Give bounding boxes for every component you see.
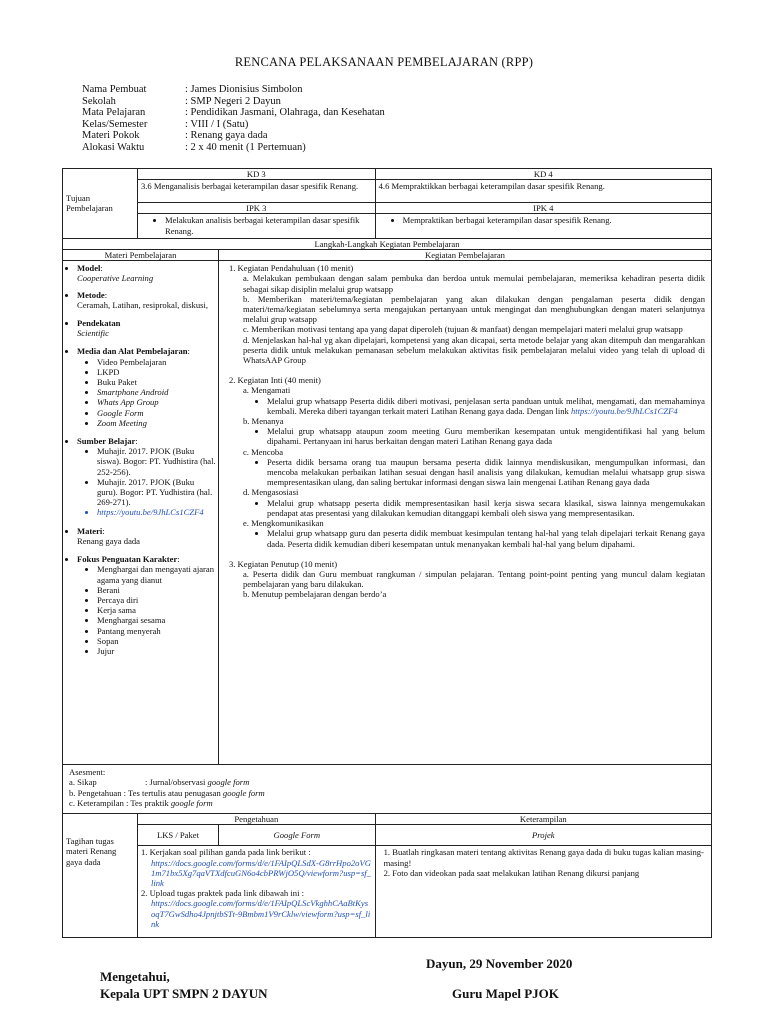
media-entry: • LKPD xyxy=(97,367,216,377)
asesmen-label: a. Sikap xyxy=(69,777,97,788)
pengetahuan-header: Pengetahuan xyxy=(137,814,375,825)
identity-key: Sekolah xyxy=(82,95,116,107)
kegiatan-step: b. Menutup pembelajaran dengan berdo’a xyxy=(242,589,387,600)
asesmen-row xyxy=(69,777,705,787)
fokus-entry: • Pantang menyerah xyxy=(97,626,216,636)
asesmen-row xyxy=(69,788,705,798)
task-2: 2. Upload tugas praktek pada link dibawah ini : xyxy=(140,888,304,899)
media-item: • Media dan Alat Pembelajaran: • Video Pembelajaran • LKPD • Buku Paket • Smartphone Android • Whats App Group • Google Form • Zoom Meeting xyxy=(77,346,216,428)
materi-label: Materi xyxy=(77,525,103,536)
identity-value: : 2 x 40 menit (1 Pertemuan) xyxy=(185,141,306,153)
keterampilan-tasks xyxy=(375,846,711,938)
kegiatan-detail xyxy=(267,396,705,416)
pendekatan-value: Scientific xyxy=(77,328,109,339)
pendekatan-label: Pendekatan xyxy=(77,318,121,329)
kegiatan-column xyxy=(218,261,711,765)
document-date: Dayun, 29 November 2020 xyxy=(426,956,573,971)
fokus-entry: • Percaya diri xyxy=(97,595,216,605)
fokus-label: Fokus Penguatan Karakter xyxy=(77,554,178,565)
fokus-entry: • Menghargai sesama xyxy=(97,615,216,625)
ipk3-cell xyxy=(137,214,375,238)
kegiatan-detail: • Melalui grup whatsapp ataupun zoom meeting Guru memberikan kesempatan untuk mengidentifikasi hal yang belum dipahami. Pertanyaan ini harus berkaitan dengan materi Latihan Renang gaya dada xyxy=(267,426,705,446)
identity-key: Materi Pokok xyxy=(82,130,140,142)
identity-value: : Renang gaya dada xyxy=(185,130,268,142)
keterampilan-header: Keterampilan xyxy=(375,814,711,825)
pendekatan-item xyxy=(77,318,216,338)
kd3-header: KD 3 xyxy=(137,169,375,180)
document-title: RENCANA PELAKSANAAN PEMBELAJARAN (RPP) xyxy=(234,55,534,69)
fokus-entry: • Kerja sama xyxy=(97,605,216,615)
pengetahuan-tasks xyxy=(137,846,375,938)
identity-block xyxy=(82,84,385,154)
materi-item: • Materi: Renang gaya dada xyxy=(77,526,216,546)
metode-item: • Metode: Ceramah, Latihan, resiprokal, diskusi, xyxy=(77,290,216,310)
kegiatan-inti: 2. Kegiatan Inti (40 menit) xyxy=(228,375,321,386)
gform-header: Google Form xyxy=(218,825,375,846)
langkah-header: Langkah-Langkah Kegiatan Pembelajaran xyxy=(63,238,712,249)
identity-row xyxy=(82,96,385,108)
model-value: Cooperative Learning xyxy=(77,273,154,284)
task-1: 1. Kerjakan soal pilihan ganda pada link berikut : xyxy=(140,847,311,858)
media-entry: • Smartphone Android xyxy=(97,387,216,397)
kegiatan-step: d. Mengasosiasi xyxy=(242,487,299,498)
sumber-link[interactable]: • https://youtu.be/9JhLCs1CZF4 xyxy=(97,507,216,517)
kegiatan-step: c. Memberikan motivasi tentang apa yang dapat diperoleh (tujuan & manfaat) dengan mempelajari materi melalui grup watsapp xyxy=(242,324,683,335)
materi-value: Renang gaya dada xyxy=(77,535,140,546)
media-entry: • Whats App Group xyxy=(97,397,216,407)
model-label: Model xyxy=(77,263,101,274)
identity-key: Nama Pembuat xyxy=(82,84,147,95)
media-label: Media dan Alat Pembelajaran xyxy=(77,346,188,357)
projek-task: 2. Foto dan videokan pada saat melakukan latihan Renang dikursi panjang xyxy=(383,867,640,878)
kd3-text: 3.6 Menganalisis berbagai keterampilan dasar spesifik Renang. xyxy=(137,180,375,203)
main-table xyxy=(62,168,712,938)
tugas-label: Tagihan tugas materi Renang gaya dada xyxy=(63,814,138,938)
kepala-signature-title: Kepala UPT SMPN 2 DAYUN xyxy=(100,986,268,1001)
materi-col-header: Materi Pembelajaran xyxy=(63,250,219,261)
projek-task: 1. Buatlah ringkasan materi tentang aktivitas Renang gaya dada di buku tugas kalian masing-masing! xyxy=(383,847,704,868)
materi-column xyxy=(63,261,219,765)
identity-key: Mata Pelajaran xyxy=(82,107,146,119)
task-1-link[interactable]: https://docs.google.com/forms/d/e/1FAIpQLSdX-G8rrHpo2oVG1m71bx5Xg7qaVTXdfcuGN6o4cbPRWjO5Q/viewform?usp=sf_link xyxy=(150,857,371,889)
media-entry: • Zoom Meeting xyxy=(97,418,216,428)
ipk4-header: IPK 4 xyxy=(375,203,711,214)
kegiatan-detail: • Melalui grup whatsapp peserta didik mempresentasikan hasil kerja siswa secara klasikal, siswa lainnya mengemukakan pendapat atas presentasi yang dilakukan kemudian ditanggapi kembali oleh siswa yang mempresentasikan. xyxy=(267,498,705,518)
projek-header: Projek xyxy=(375,825,711,846)
identity-row xyxy=(82,142,385,154)
kegiatan-detail: • Peserta didik bersama orang tua maupun bersama peserta didik lainnya mendiskusikan, mengumpulkan informasi, dan mencoba melakukan perbaikan latihan sesuai dengan hasil analisis yang dilakukan, kemudian melalui whatsapp grup siswa mempresentasikan ulang, dan saling bertukar informasi dengan siswa lain mengenai Latihan Renang gaya dada xyxy=(267,457,705,488)
fokus-item: • Fokus Penguatan Karakter: • Menghargai dan mengayati ajaran agama yang dianut • Berani • Percaya diri • Kerja sama • Menghargai sesama • Pantang menyerah • Sopan • Jujur xyxy=(77,554,216,656)
media-entry: • Buku Paket xyxy=(97,377,216,387)
kd4-text: 4.6 Mempraktikkan berbagai keterampilan dasar spesifik Renang. xyxy=(375,180,711,203)
kegiatan-step: e. Mengkomunikasikan xyxy=(242,518,324,529)
video-link[interactable]: https://youtu.be/9JhLCs1CZF4 xyxy=(570,405,678,416)
kegiatan-step: b. Menanya xyxy=(242,416,284,427)
metode-value: Ceramah, Latihan, resiprokal, diskusi, xyxy=(77,299,209,310)
tujuan-label: Tujuan Pembelajaran xyxy=(63,169,138,239)
sumber-entry: • Muhajir. 2017. PJOK (Buku guru). Bogor: PT. Yudhistira (hal. 269-271). xyxy=(97,477,216,508)
asesmen-value: : Jurnal/observasi xyxy=(145,777,206,788)
ipk4-cell xyxy=(375,214,711,238)
ipk4-text: • Mempraktikan berbagai keterampilan dasar spesifik Renang. xyxy=(403,215,708,225)
kegiatan-step: a. Melakukan pembukaan dengan salam pembuka dan berdoa untuk memulai pembelajaran, memeriksa kehadiran peserta didik sebagai sikap disiplin melalui grup watsapp xyxy=(242,273,705,294)
model-item: • Model: Cooperative Learning xyxy=(77,263,216,283)
fokus-entry: • Sopan xyxy=(97,636,216,646)
lks-header: LKS / Paket xyxy=(137,825,218,846)
kegiatan-detail-text: Melalui grup whatsapp Peserta didik diberi motivasi, penjelasan serta panduan untuk melihat, mengamati, dan memahaminya kembali. Mereka diberi tayangan terkait materi Latihan Renang gaya dada. Dengan link xyxy=(266,395,705,416)
ipk3-text: • Melakukan analisis berbagai keterampilan dasar spesifik Renang. xyxy=(165,215,372,235)
sumber-label: Sumber Belajar xyxy=(77,436,136,447)
kegiatan-pendahuluan: 1. Kegiatan Pendahuluan (10 menit) xyxy=(228,263,354,274)
kegiatan-step: a. Peserta didik dan Guru membuat rangkuman / simpulan pelajaran. Tentang point-point penting yang muncul dalam kegiatan pembelajaran yang baru dilakukan. xyxy=(242,568,705,590)
identity-row xyxy=(82,84,385,96)
identity-value: : SMP Negeri 2 Dayun xyxy=(185,95,281,107)
media-entry: • Video Pembelajaran xyxy=(97,357,216,367)
kegiatan-step: c. Mencoba xyxy=(242,446,284,457)
kegiatan-step: a. Mengamati xyxy=(242,385,291,396)
asesmen-row xyxy=(69,798,705,808)
asesmen-tool: google form xyxy=(222,787,265,798)
kegiatan-penutup: 3. Kegiatan Penutup (10 menit) xyxy=(228,558,338,569)
identity-row xyxy=(82,107,385,119)
identity-value: : James Dionisius Simbolon xyxy=(185,84,303,95)
media-entry: • Google Form xyxy=(97,408,216,418)
asesmen-heading: Asesment: xyxy=(69,767,106,778)
identity-key: Kelas/Semester xyxy=(82,118,148,130)
asesmen-label: b. Pengetahuan : Tes tertulis atau penugasan xyxy=(69,787,221,798)
identity-row xyxy=(82,119,385,131)
asesmen-cell xyxy=(63,765,712,814)
fokus-entry: • Jujur xyxy=(97,646,216,656)
mengetahui-label: Mengetahui, xyxy=(100,969,170,984)
identity-key: Alokasi Waktu xyxy=(82,141,145,153)
kegiatan-col-header: Kegiatan Pembelajaran xyxy=(218,250,711,261)
ipk3-header: IPK 3 xyxy=(137,203,375,214)
task-2-link[interactable]: https://docs.google.com/forms/d/e/1FAIpQLScVkghhCAaBtKysoqT7GwSdho4JpnjtbSTt-9Bmbm1V9rCklw/viewform?usp=sf_link xyxy=(150,898,371,929)
kegiatan-detail: • Melalui grup whatsapp guru dan peserta didik membuat kesimpulan tentang hal-hal yang telah dipelajari terkait Renang gaya dada. Peserta didik kemudian diberi kesempatan untuk menanyakan kembali hal-hal yang belum dipahami. xyxy=(267,528,705,548)
fokus-entry: • Berani xyxy=(97,585,216,595)
kegiatan-step: d. Menjelaskan hal-hal yg akan dipelajari, kompetensi yang akan dicapai, serta metode belajar yang akan ditempuh dan mengarahkan peserta didik untuk melakukan pemanasan sebelum melakukan aktivitas fisik pembelajaran melalui video yang telah di upload di WhatsAAP Group xyxy=(242,334,705,366)
sumber-entry: • Muhajir. 2017. PJOK (Buku siswa). Bogor: PT. Yudhistira (hal. 252-256). xyxy=(97,446,216,477)
identity-value: : Pendidikan Jasmani, Olahraga, dan Kesehatan xyxy=(185,107,385,119)
asesmen-label: c. Keterampilan : Tes praktik xyxy=(69,797,169,808)
fokus-entry: • Menghargai dan mengayati ajaran agama yang dianut xyxy=(97,564,216,584)
identity-value: : VIII / I (Satu) xyxy=(185,118,249,130)
metode-label: Metode xyxy=(77,289,105,300)
asesmen-tool: google form xyxy=(170,797,213,808)
kd4-header: KD 4 xyxy=(375,169,711,180)
guru-signature-title: Guru Mapel PJOK xyxy=(452,986,559,1001)
asesmen-tool: google form xyxy=(207,777,250,788)
sumber-item: • Sumber Belajar: • Muhajir. 2017. PJOK (Buku siswa). Bogor: PT. Yudhistira (hal. 252-256). • Muhajir. 2017. PJOK (Buku guru). Bogor: PT. Yudhistira (hal. 269-271). • https://youtu.be/9JhLCs1CZF4 xyxy=(77,436,216,518)
kegiatan-step: b. Memberikan materi/tema/kegiatan pembelajaran yang akan dilakukan dengan pengalaman peserta didik dengan materi/tema/kegiatan sebelumnya serta mengajukan pertanyaan untuk mengingat dan menghubungkan dengan materi selanjutnya melalui grup watsapp xyxy=(242,293,705,325)
identity-row xyxy=(82,130,385,142)
